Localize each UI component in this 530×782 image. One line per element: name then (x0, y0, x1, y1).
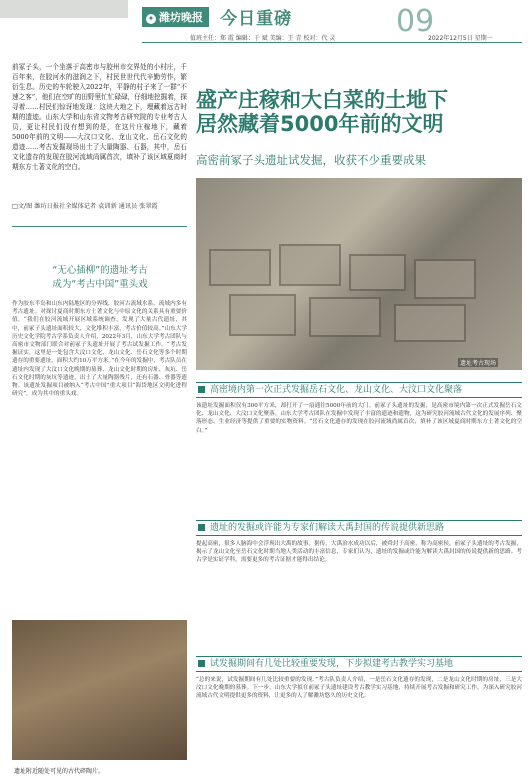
section-title: 今日重磅 (220, 9, 293, 29)
left-column-body: 作为胶东半岛和山东内陆地区的分界线，胶河古流域水系，流域内多有考古遗址。对探讨夏商时期东方土著文化与中原文化的关系具有重要价值。“我们在胶河流域开展区域系统调查，发现了大量古代遗址，其中，前冢子头遗址面积较大，文化堆积丰富，考古价值较高。”山东大学历史文化学院考古学系负责人介绍，2022年3月，山东大学考古团队与高密市文物部门联合对前冢子头遗址开展了考古试发掘工作。“考古发掘证实，这里是一处包含大汶口文化、龙山文化、岳石文化等多个时期遗存的重要遗址，面积大约10万平方米。”在今年的发掘中，考古队员在遗址内发现了大汶口文化晚期的墓葬、龙山文化时期的房址、灰坑、岳石文化时期的灰坑等遗迹，出土了大量陶器残片，还有石器、骨器等遗物。该遗址发掘项目被纳入“考古中国”重大项目“海岱地区文明化进程研究”，成为其中的重头戏。 (12, 301, 187, 398)
paper-name: 潍坊晚报 (159, 10, 203, 24)
section-2-title: 遗址的发掘或许能为专家们解读大禹封国的传说提供新思路 (210, 523, 445, 533)
headline-line-1: 盛产庄稼和大白菜的土地下 (196, 88, 448, 112)
lead-paragraph: 前冢子头，一个坐落于高密市与胶州市交界处的小村庄，千百年来，在胶河水的滋润之下，村民世世代代辛勤劳作，繁衍生息。历史的车轮驶入2022年，平静的村子来了一群“不速之客”，他们在空旷的田野里忙忙碌碌，仔细地挖掘着，探寻着……村民们惊讶地发现：这块大地之下，埋藏着远古时期的遗迹。山东大学和山东省文物考古研究院的专业考古人员，更让村民们没有想到的是，在这片庄稼地下，藏着5000年前的文明——大汶口文化、龙山文化、岳石文化的遗迹……考古发掘现场出土了大量陶器、石器，其中，岳石文化遗存的发现在胶河流域尚属首次，填补了该区域夏商时期东方土著文化的空白。 (12, 63, 187, 171)
section-2-body: 提起高密，很多人脑海中会浮现出大禹的故事。据传，大禹治水成功以后，被舜封于高密，称为高密侯。前冢子头遗址的考古发掘，揭示了龙山文化至岳石文化时期当地人类活动的丰富信息，专家们认为，遗址的发掘或许能为解读大禹封国的传说提供新的思路。考古学是实证学科，需要更多的考古证据才能得出结论。 (196, 541, 522, 564)
section-1-header (196, 382, 522, 398)
section-marker-icon (198, 524, 205, 531)
photo-caption: 遗址考古现场 (460, 360, 497, 367)
section-1-title: 高密境内第一次正式发掘岳石文化、龙山文化、大汶口文化聚落 (210, 385, 463, 395)
section-marker-icon (198, 386, 205, 393)
section-3-body: “总的来说，试发掘期间有几处比较重要的发现。”考古队负责人介绍，一是岳石文化遗存的发现，二是龙山文化时期的房址，三是大汶口文化晚期的墓葬。下一步，山东大学拟在前冢子头遗址建设考古教学实习基地，持续开展考古发掘和研究工作，为深入研究胶河流域古代文明提供更多的资料，让更多的人了解潍坊悠久的历史文化。 (196, 677, 522, 700)
left-subheading (14, 264, 186, 292)
section-3-title: 试发掘期间有几处比较重要发现，下步拟建考古教学实习基地 (210, 659, 454, 669)
logo-icon: ✦ (147, 13, 155, 23)
header-band (0, 0, 128, 18)
header-rule (142, 42, 522, 43)
section-2-header (196, 520, 522, 536)
page-number: 09 (396, 4, 435, 39)
paper-logo (142, 7, 209, 27)
section-marker-icon (198, 660, 205, 667)
section-3-header (196, 656, 522, 672)
headline (196, 88, 526, 136)
date-line: 2022年12月5日 星期一 (428, 35, 493, 42)
subheadline: 高密前冢子头遗址试发掘，收获不少重要成果 (196, 153, 426, 167)
pottery-photo-caption: 遗址附近随处可见的古代碎陶片。 (14, 768, 105, 775)
pottery-shards-photo (12, 620, 187, 760)
byline: □文/图 潍坊日报社全媒体记者 袁训新 通讯员 张翠霞 (12, 203, 158, 210)
masthead (142, 4, 382, 29)
left-subhead-line-2: 成为“考古中国”重头戏 (52, 279, 148, 290)
editors-line: 值班主任：郑 霞 编辑：于 斌 美编：王 青 校对：代 灵 (190, 35, 336, 42)
excavation-trenches (200, 230, 500, 350)
section-1-body: 该遗址发掘面积仅有300平方米，却打开了一扇通往5000年前的大门。前冢子头遗址的发掘，是高密市境内第一次正式发掘岳石文化、龙山文化、大汶口文化聚落。山东大学考古团队在发掘中发现了丰富的遗迹和遗物，这为研究胶河流域古代文化的发展序列、聚落形态、生业经济等提供了重要的实物资料。“岳石文化遗存的发现在胶河流域尚属首次，填补了该区域夏商时期东方土著文化的空白。” (196, 403, 522, 434)
left-subhead-line-1: “无心插柳”的遗址考古 (52, 265, 148, 276)
headline-line-2: 居然藏着5000年前的文明 (196, 112, 444, 136)
lead-divider (12, 226, 187, 227)
